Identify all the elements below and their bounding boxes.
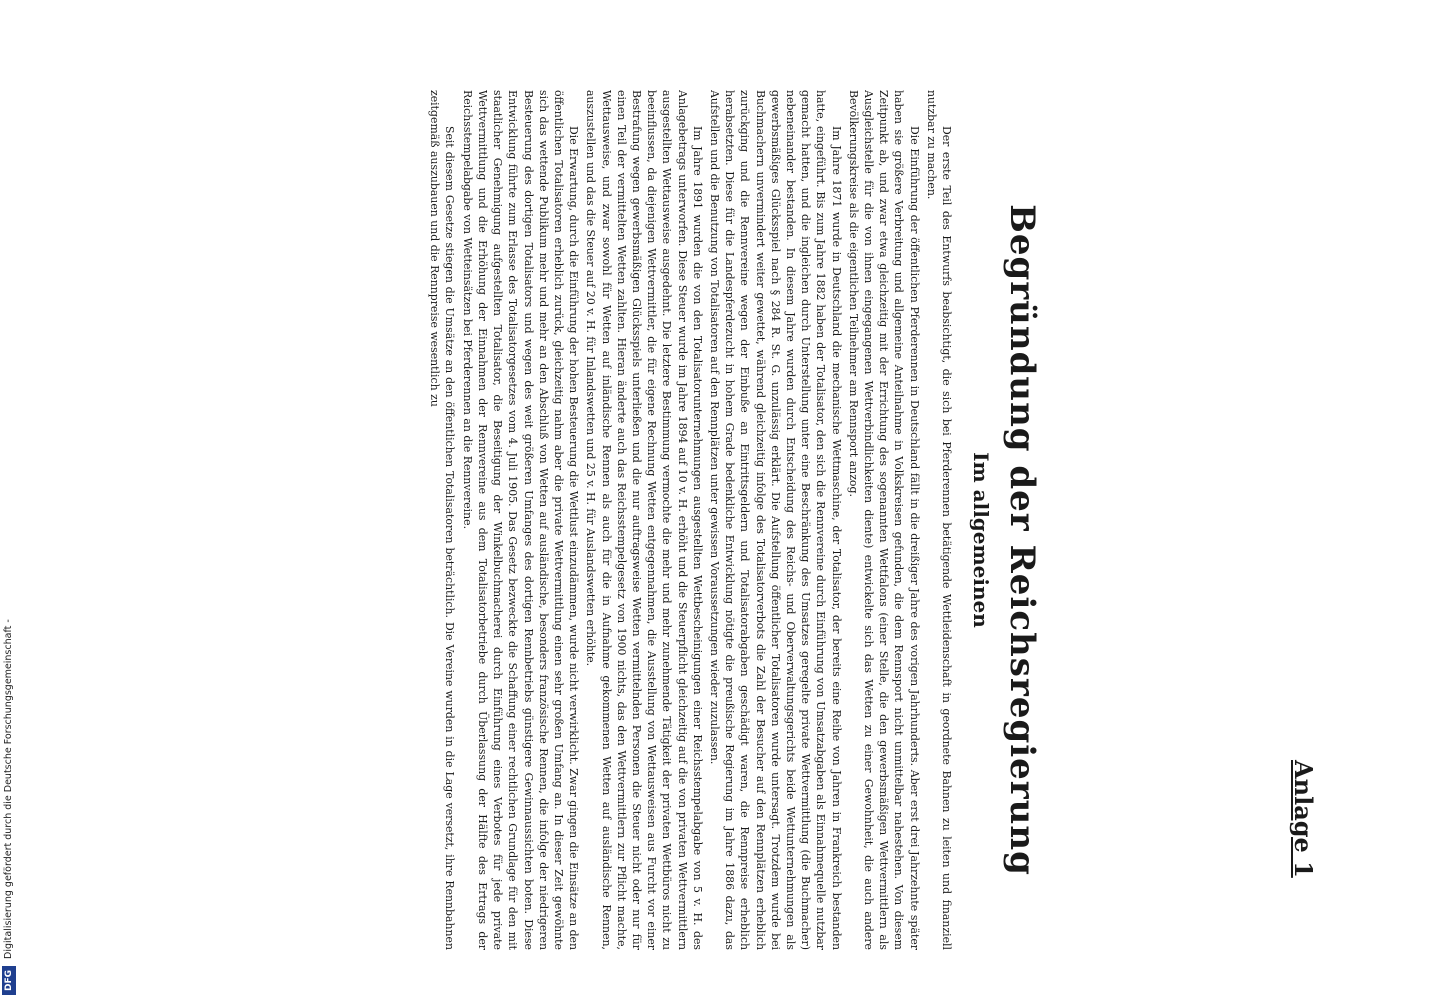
paragraph-2: Die Einführung der öffentlichen Pferderennen in Deutschland fällt in die dreißiger Jahre des vorigen Jahrhunderts. Aber erst drei Jahrzehnte später haben sie größere Verbreitung und allgemeine Anteilnahme in Volkskreisen gefunden, die dem Rennsport nicht unmittelbar nahestehen. Von diesem Zeitpunkt ab, und zwar etwa gleichzeitig mit der Errichtung des sogenannten Wettfalons (einer Stelle, die den gewerbsmäßigen Wettvermittlern als Ausgleichstelle für die von ihnen eingegangenen Wettverbindlichkeiten diente) entwickelte sich das Wetten zu einer Gewohnheit, die auch andere Bevölkerungskreise als die eigentlichen Teilnehmer am Rennsport anzog.: [846, 90, 921, 950]
paragraph-4: Im Jahre 1891 wurden die von den Totalisatorunternehmungen ausgestellten Wettbescheinigungen einer Reichsstempelabgabe von 5 v. H. des Anlagebetrags unterworfen. Diese Steuer wurde im Jahre 1894 auf 10 v. H. erhöht und die Steuerpflicht gleichzeitig auf die von privaten Wettvermittlern ausgestellten Wettausweise ausgedehnt. Die letztere Bestimmung vermochte die mehr und mehr zunehmende Tätigkeit der privaten Wettbüros nicht zu beeinflussen, da diejenigen Wettvermittler, die für eigene Rechnung Wetten entgegennahmen, die Ausstellung von Wettausweisen aus Furcht vor einer Bestrafung wegen gewerbsmäßigen Glücksspiels unterließen und die nur auftragsweise Wetten vermittelnden Personen die Steuer nicht oder nur für einen Teil der vermittelten Wetten zahlten. Hieran änderte auch das Reichsstempelgesetz von 1900 nichts, das den Wettvermittlern zur Pflicht machte, Wettausweise, und zwar sowohl für Wetten auf inländische Rennen als auch für die in Aufnahme gekommenen Wetten auf ausländische Rennen, auszustellen und das die Steuer auf 20 v. H. für Inlandswetten und 25 v. H. für Auslandswetten erhöhte.: [584, 90, 704, 950]
section-heading: Im allgemeinen: [969, 452, 993, 628]
annex-label: Anlage 1: [1289, 760, 1318, 878]
paragraph-5: Die Erwartung, durch die Einführung der hohen Besteuerung die Wettlust einzudämmen, wurde nicht verwirklicht. Zwar gingen die Einsätze an den öffentlichen Totalisatoren erheblich zurück, gleichzeitig nahm aber die private Wettvermittlung einen sehr großen Umfang an. In dieser Zeit gewöhnte sich das wettende Publikum mehr und mehr an den Abschluß von Wetten auf ausländische, besonders französische Rennen, die infolge der niedrigeren Besteuerung des dortigen Totalisators und wegen des weit größeren Umfanges des dortigen Rennbetriebs günstigere Gewinnaussichten boten. Diese Entwicklung führte zum Erlasse des Totalisatorgesetzes vom 4. Juli 1905. Das Gesetz bezweckte die Schaffung einer rechtlichen Grundlage für den mit staatlicher Genehmigung aufgestellten Totalisator, die Beseitigung der Winkelbuchmacherei durch Einführung eines Verbotes für jede private Wettvermittlung und die Erhöhung der Einnahmen der Rennvereine aus dem Totalisatorbetriebe durch Überlassung der Hälfte des Ertrags der Reichsstempelabgabe von Wetteinsätzen bei Pferderennen an die Rennvereine.: [460, 90, 581, 950]
page-title: Begründung der Reichsregierung: [1002, 204, 1042, 876]
dfg-logo-icon: DFG: [2, 966, 16, 995]
paragraph-3: Im Jahre 1871 wurde in Deutschland die mechanische Wettmaschine, der Totalisator, der bereits eine Reihe von Jahren in Frankreich bestanden hatte, eingeführt. Bis zum Jahre 1882 haben der Totalisator, den sich die Rennvereine durch Einführung von Umsatzabgaben als Einnahmequelle nutzbar gemacht hatten, und die ingleichen durch Unterstellung unter eine Beschränkung des Umsatzes geregelte private Wettvermittlung (die Buchmacher) nebeneinander bestanden. In diesem Jahre wurden durch Entscheidung des Reichs- und Oberverwaltungsgerichts beide Wettunternehmungen als gewerbsmäßiges Glücksspiel nach § 284 R. St. G. unzulässig erklärt. Die Aufstellung öffentlicher Totalisatoren wurde untersagt. Trotzdem wurde bei Buchmachern unvermindert weiter gewettet, während gleichzeitig infolge des Totalisatorverbots die Zahl der Besucher auf den Rennplätzen erheblich zurückging und die Rennvereine wegen der Einbuße an Eintrittsgeldern und Totalisatorabgaben geschädigt waren, die Rennpreise erheblich herabsetzten. Diese für die Landespferdezucht in hohem Grade bedenkliche Entwicklung nötigte die preußische Regierung im Jahre 1886 dazu, das Aufstellen und die Benutzung von Totalisatoren auf den Rennplätzen unter gewissen Voraussetzungen wieder zuzulassen.: [707, 90, 843, 950]
paragraph-1: Der erste Teil des Entwurfs beabsichtigt, die sich bei Pferderennen betätigende Wettleidenschaft in geordnete Bahnen zu leiten und finanziell nutzbar zu machen.: [924, 90, 953, 950]
document-body: [142, 90, 1042, 990]
paragraph-6: Seit diesem Gesetze stiegen die Umsätze an den öffentlichen Totalisatoren beträchtlich. Die Vereine wurden in die Lage versetzt, ihre Rennbahnen zeitgemäß auszubauen und die Rennpreise wesentlich zu: [428, 90, 457, 950]
body-text: [425, 90, 954, 950]
digitization-footer: [2, 5, 16, 995]
digitization-credit: Digitalisierung gefördert durch die Deutsche Forschungsgemeinschaft -: [3, 619, 14, 959]
